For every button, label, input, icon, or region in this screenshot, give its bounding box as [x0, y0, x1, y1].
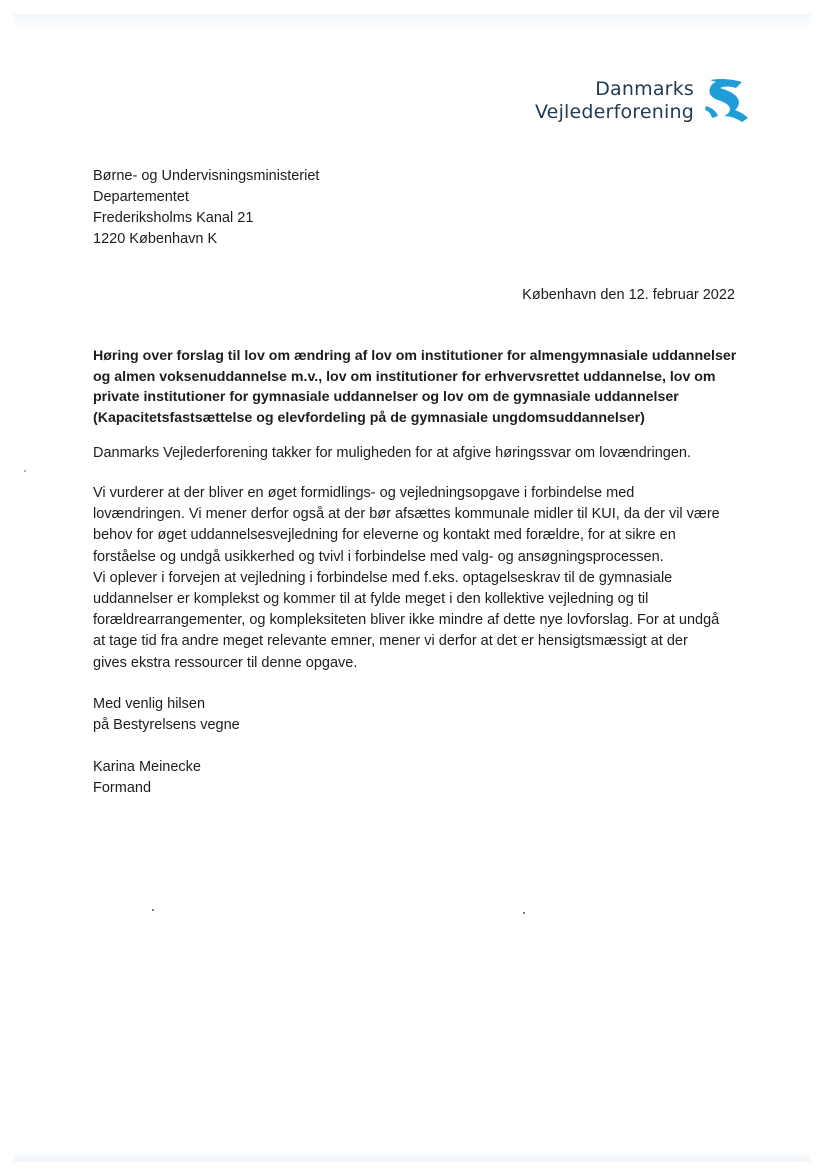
paragraph-line: Vi oplever i forvejen at vejledning i forbindelse med f.eks. optagelseskrav til de gymnasiale: [93, 569, 673, 586]
logo-line-1: Danmarks: [595, 78, 694, 100]
paragraph-line: lovændringen. Vi mener derfor også at der bør afsættes kommunale midler til KUI, da der vil være: [93, 506, 720, 523]
letter-date: København den 12. februar 2022: [522, 287, 735, 303]
paragraph-line: Danmarks Vejlederforening takker for muligheden for at afgive høringssvar om lovændringen.: [93, 445, 692, 461]
paragraph-line: uddannelser er komplekst og kommer til at fylde meget i den kollektive vejledning og til: [93, 591, 649, 608]
logo-wordmark: [535, 78, 694, 124]
address-line: Departementet: [93, 189, 189, 205]
address-line: Frederiksholms Kanal 21: [93, 210, 254, 226]
scan-speck: [523, 912, 525, 914]
paragraph-line: forældrearrangementer, og kompleksiteten bliver ikke mindre af dette nye lovforslag. For at undgå: [93, 612, 720, 629]
recipient-address: [93, 166, 319, 250]
signature-block: [93, 757, 743, 799]
logo-line-2: Vejlederforening: [534, 101, 694, 123]
subject-heading: [93, 346, 743, 428]
subject-line: private institutioner for gymnasiale uddannelser og lov om de gymnasiale uddannelser: [93, 389, 679, 405]
paragraph-line: gives ekstra ressourcer til denne opgave.: [93, 654, 358, 671]
scan-speck: [152, 909, 154, 911]
subject-line: Høring over forslag til lov om ændring af lov om institutioner for almengymnasiale uddannelser: [93, 348, 737, 364]
subject-line: og almen voksenuddannelse m.v., lov om institutioner for erhvervsrettet uddannelse, lov om: [93, 368, 716, 385]
closing: [93, 694, 743, 736]
signer-title: Formand: [93, 780, 152, 797]
scan-speck: [24, 470, 26, 472]
address-line: 1220 København K: [93, 231, 218, 247]
scan-edge-top: [14, 14, 810, 28]
paragraph-line: behov for øget uddannelsesvejledning for eleverne og kontakt med forældre, for at sikre en: [93, 527, 676, 544]
subject-line: (Kapacitetsfastsættelse og elevfordeling på de gymnasiale ungdomsuddannelser): [93, 409, 645, 426]
paragraph-line: Vi vurderer at der bliver en øget formidlings- og vejledningsopgave i forbindelse med: [93, 485, 635, 501]
closing-line: Med venlig hilsen: [93, 696, 206, 712]
scan-edge-bottom: [14, 1152, 810, 1162]
signer-name: Karina Meinecke: [93, 759, 201, 775]
paragraph-line: forståelse og undgå usikkerhed og tvivl i forbindelse med valg- og ansøgningsprocessen.: [93, 548, 664, 565]
logo: [535, 76, 750, 126]
address-line: Børne- og Undervisningsministeriet: [93, 168, 320, 184]
closing-line: på Bestyrelsens vegne: [93, 717, 240, 734]
logo-mark-icon: [702, 76, 750, 126]
main-paragraph: [93, 483, 743, 674]
intro-paragraph: [93, 443, 743, 464]
paragraph-line: at tage tid fra andre meget relevante emner, mener vi derfor at det er hensigtsmæssigt at der: [93, 633, 688, 650]
